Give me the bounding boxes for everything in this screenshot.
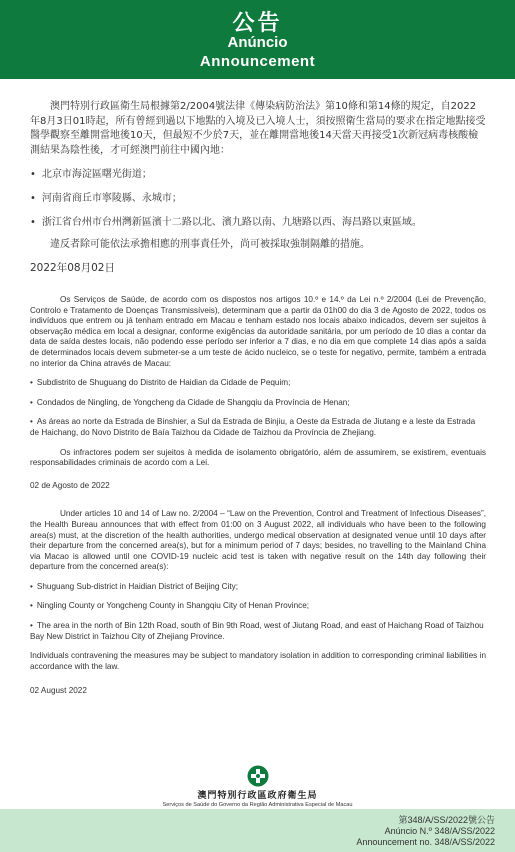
zh-location-item: • 浙江省台州市台州灣新區濱十二路以北、濱九路以南、九塘路以西、海昌路以東區域。 xyxy=(30,216,486,230)
zh-intro: 澳門特別行政區衛生局根據第2/2004號法律《傳染病防治法》第10條和第14條的規定，自2022年8月3日01時起，所有曾經到過以下地點的入境及已入境人士，須按照衛生當局的要求在指定地點接受醫學觀察至離開當地後10天，但最短不少於7天，並在離開當地後14天當天再接受1次新冠病毒核酸檢測結果為陰性後，才可經澳門前往中國內地： xyxy=(30,101,486,156)
en-location-item: • Ningling County or Yongcheng County in Shangqiu City of Henan Province; xyxy=(30,601,486,612)
zh-location-list xyxy=(30,168,486,230)
title-zh: 公告 xyxy=(232,11,283,36)
en-location-item: • Shuguang Sub-district in Haidian District of Beijing City; xyxy=(30,582,486,593)
en-date: 02 August 2022 xyxy=(30,686,87,696)
pt-date: 02 de Agosto de 2022 xyxy=(30,480,110,490)
title-pt: Anúncio xyxy=(227,34,288,51)
health-bureau-emblem-icon xyxy=(247,765,269,787)
announcement-body xyxy=(30,100,486,697)
reference-en: Announcement no. 348/A/SS/2022 xyxy=(356,837,495,847)
en-intro: Under articles 10 and 14 of Law no. 2/2004 – “Law on the Prevention, Control and Treatment of Infectious Diseases”, the Health Bureau announces that with effect from 01:00 on 3 August 2022, all individuals who have been to the following area(s) must, at the discretion of the health authorities, undergo medical observation at designated venue until 10 days after their departure from the concerned area(s), but for a minimum period of 7 days; besides, no travelling to the Mainland China via Macao is allowed until one COVID-19 nucleic acid test is taken with negative result on the 14th day following their departure from the concerned area(s): xyxy=(30,509,486,572)
title-en: Announcement xyxy=(199,53,316,70)
announcement-header xyxy=(0,0,515,79)
pt-location-list xyxy=(30,378,486,438)
en-closing: Individuals contravening the measures may be subject to mandatory isolation in addition to corresponding criminal liabilities in accordance with the law. xyxy=(30,651,486,671)
reference-pt: Anúncio N.º 348/A/SS/2022 xyxy=(384,826,495,836)
zh-location-item: • 河南省商丘市寧陵縣、永城市； xyxy=(30,192,486,206)
reference-zh: 第348/A/SS/2022號公告 xyxy=(398,815,495,825)
zh-closing: 違反者除可能依法承擔相應的刑事責任外，尚可被採取強制隔離的措施。 xyxy=(50,239,370,250)
pt-closing: Os infractores podem ser sujeitos à medida de isolamento obrigatório, além de assumirem, se existirem, eventuais responsabilidades criminais de acordo com a Lei. xyxy=(30,447,486,468)
health-bureau-logo-block xyxy=(0,765,515,808)
pt-location-item: • Condados de Ningling, de Yongcheng da Cidade de Shangqiu da Província de Henan; xyxy=(30,398,486,409)
org-name-pt: Serviços de Saúde do Governo da Região Administrativa Especial de Macau xyxy=(162,802,353,808)
pt-intro: Os Serviços de Saúde, de acordo com os dispostos nos artigos 10.º e 14.º da Lei n.º 2/2004 (Lei de Prevenção, Controlo e Tratamento de Doenças Transmissíveis), determinam que a partir da 01h00 do dia 3 de Agosto de 2022, todos os indivíduos que entrem ou já tenham entrado em Macau e tenham estado nos locais abaixo indicados, devem ser sujeitos à observação médica em local a designar, conforme exigências da autoridade sanitária, por um período de 10 dias a contar da data de saída destes locais, não podendo esse período ser inferior a 7 dias, e no dia em que complete 14 dias após a saída de determinados locais devem submeter-se a um teste de ácido nucleico, se o teste for negativo, permite, também a entrada no interior da China através de Macau: xyxy=(30,295,486,368)
pt-location-item: • As áreas ao norte da Estrada de Binshier, a Sul da Estrada de Binjiu, a Oeste da Estrada de Jiutang e a leste da Estrada de Haichang, do Novo Distrito de Baía Taizhou da Cidade de Taizhou da Província de Zhejiang. xyxy=(30,417,486,438)
zh-date: 2022年08月02日 xyxy=(30,261,115,274)
pt-location-item: • Subdistrito de Shuguang do Distrito de Haidian da Cidade de Pequim; xyxy=(30,378,486,389)
org-name-zh: 澳門特別行政區政府衛生局 xyxy=(197,791,318,801)
en-location-item: • The area in the north of Bin 12th Road, south of Bin 9th Road, west of Jiutang Road, and east of Haichang Road of Taizhou Bay New District in Taizhou City of Zhejiang Province. xyxy=(30,621,486,642)
announcement-reference-bar xyxy=(0,809,515,852)
zh-location-item: • 北京市海淀區曙光街道； xyxy=(30,168,486,182)
en-location-list xyxy=(30,582,486,642)
